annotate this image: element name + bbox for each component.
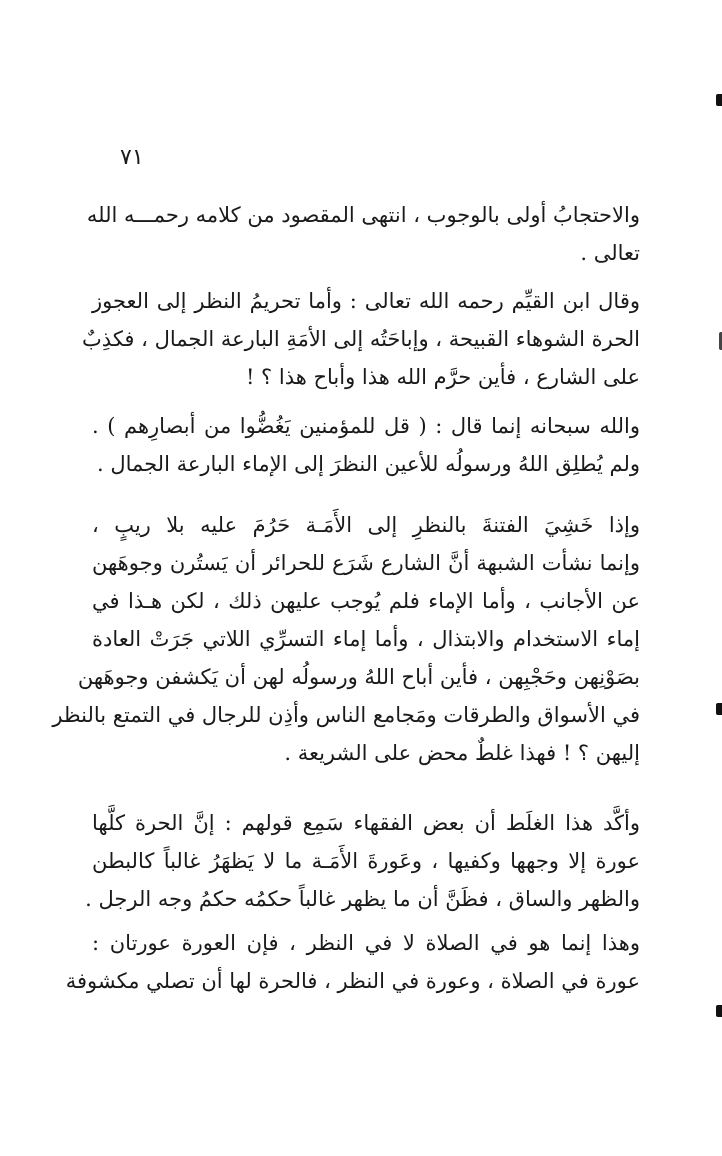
text-line: عورة إلا وجهها وكفيها ، وعَورةَ الأَمَـة ما لا يَظهَرُ غالباً كالبطن [92, 849, 640, 873]
page-number: ٧١ [120, 145, 144, 170]
text-line: والاحتجابُ أولى بالوجوب ، انتهى المقصود من كلامه رحمـــه الله [86, 203, 640, 227]
text-line: بصَوْنِهن وحَجْبِهن ، فأين أباح اللهُ ورسولُه لهن أن يَكشفن وجوهَهن [77, 665, 640, 689]
edge-mark [716, 1005, 722, 1017]
text-line: وإذا خَشِيَ الفتنةَ بالنظرِ إلى الأَمَـة حَرُمَ عليه بلا ريبٍ ، [92, 513, 640, 537]
text-line: إماء الاستخدام والابتذال ، وأما إماء التسرِّي اللاتي جَرَتْ العادة [92, 627, 640, 651]
paragraph-3 [92, 407, 640, 483]
text-line: وقال ابن القيِّم رحمه الله تعالى : وأما تحريمُ النظر إلى العجوز [92, 289, 640, 313]
text-line: وهذا إنما هو في الصلاة لا في النظر ، فإن العورة عورتان : [92, 931, 640, 955]
text-line: تعالى . [580, 241, 640, 265]
paragraph-2 [82, 282, 640, 396]
text-line: الحرة الشوهاء القبيحة ، وإباحَتُه إلى الأمَةِ البارعة الجمال ، فكذِبٌ [82, 327, 640, 351]
paragraph-6 [65, 924, 640, 1000]
paragraph-4 [52, 506, 640, 772]
text-line: عورة في الصلاة ، وعورة في النظر ، فالحرة لها أن تصلي مكشوفة [65, 969, 640, 993]
text-line: في الأسواق والطرقات ومَجامع الناس وأذِن للرجال في التمتع بالنظر [52, 703, 640, 727]
text-line: على الشارع ، فأين حرَّم الله هذا وأباح هذا ؟ ! [245, 365, 640, 389]
edge-mark [716, 703, 722, 715]
text-line: والله سبحانه إنما قال : ( قل للمؤمنين يَغُضُّوا من أبصارِهم ) . [92, 414, 640, 438]
text-line: ولم يُطلِق اللهُ ورسولُه للأعين النظرَ إلى الإماء البارعة الجمال . [96, 452, 640, 476]
edge-mark [716, 94, 722, 106]
text-line: عن الأجانب ، وأما الإماء فلم يُوجب عليهن ذلك ، لكن هـذا في [92, 589, 640, 613]
text-line: وإنما نشأت الشبهة أنَّ الشارع شَرَع للحرائر أن يَستُرن وجوهَهن [92, 551, 640, 575]
text-line: والظهر والساق ، فظَنَّ أن ما يظهر غالباً حكمُه حكمُ وجه الرجل . [85, 887, 640, 911]
paragraph-1 [86, 196, 640, 272]
text-line: وأكَّد هذا الغلَط أن بعض الفقهاء سَمِع قولهم : إنَّ الحرة كلَّها [92, 811, 640, 835]
paragraph-5 [85, 804, 640, 918]
text-line: إليهن ؟ ! فهذا غلطٌ محض على الشريعة . [284, 741, 640, 765]
